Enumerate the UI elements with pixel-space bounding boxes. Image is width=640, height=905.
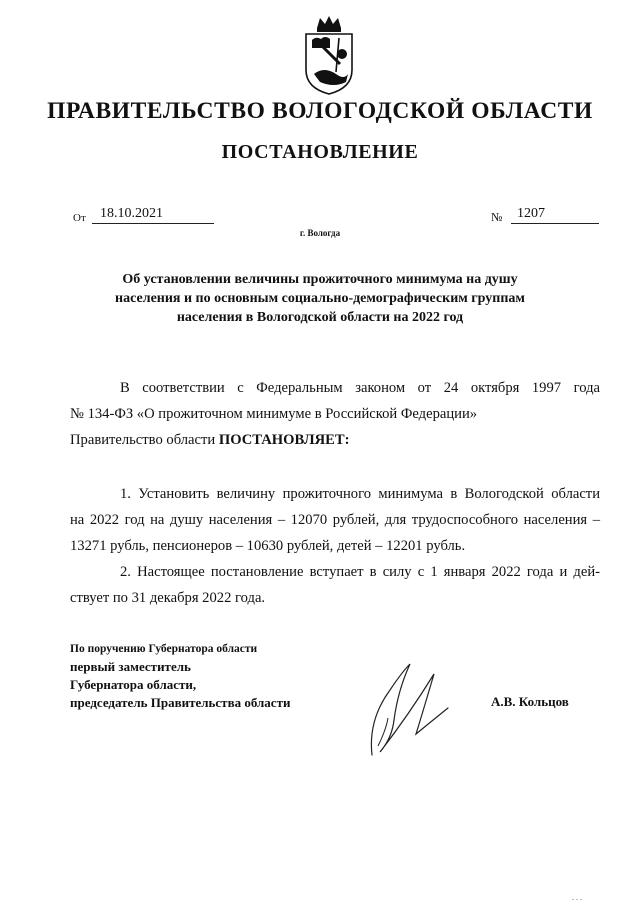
preamble-line: № 134-ФЗ «О прожиточном минимуме в Российской Федерации» — [70, 406, 478, 422]
decree-prefix: Правительство области — [70, 432, 219, 448]
document-city: г. Вологда — [299, 228, 341, 238]
signer-position — [70, 640, 290, 712]
subject-line: населения в Вологодской области на 2022 год — [176, 310, 464, 325]
position-line: первый заместитель — [70, 659, 191, 674]
item-line: 2. Настоящее постановление вступает в силу с 1 января 2022 года и дей- — [120, 564, 600, 580]
document-type: ПОСТАНОВЛЕНИЕ — [221, 141, 419, 163]
document-number: 1207 — [511, 206, 599, 224]
resolution-items — [70, 481, 600, 611]
preamble — [70, 375, 600, 453]
item-line: ствует по 31 декабря 2022 года. — [70, 590, 266, 606]
preamble-line: В соответствии с Федеральным законом от 24 октября 1997 года — [120, 380, 600, 396]
item-line: 13271 рубль, пенсионеров – 10630 рублей, детей – 12201 рубль. — [70, 538, 466, 554]
signer-name: А.В. Кольцов — [491, 694, 569, 709]
position-line: председатель Правительства области — [70, 695, 291, 710]
government-title: ПРАВИТЕЛЬСТВО ВОЛОГОДСКОЙ ОБЛАСТИ — [47, 98, 593, 124]
resolution-item — [70, 559, 600, 611]
document-subject — [0, 270, 640, 327]
resolution-item — [70, 481, 600, 559]
handwritten-signature — [350, 660, 455, 760]
subject-line: Об установлении величины прожиточного минимума на душу — [122, 272, 518, 287]
coat-of-arms-icon — [300, 14, 358, 98]
number-prefix: № — [491, 210, 503, 224]
date-prefix: От — [73, 212, 86, 224]
authority-note: По поручению Губернатора области — [70, 643, 258, 655]
decree-line — [70, 427, 600, 453]
item-line: на 2022 год на душу населения – 12070 рублей, для трудоспособного населения – — [70, 512, 600, 528]
decree-word: ПОСТАНОВЛЯЕТ: — [218, 432, 350, 448]
item-line: 1. Установить величину прожиточного минимума в Вологодской области — [120, 486, 600, 502]
footer-mark: . . . — [572, 893, 582, 902]
position-line: Губернатора области, — [70, 677, 197, 692]
subject-line: населения и по основным социально-демографическим группам — [115, 291, 525, 306]
document-date: 18.10.2021 — [92, 206, 214, 224]
